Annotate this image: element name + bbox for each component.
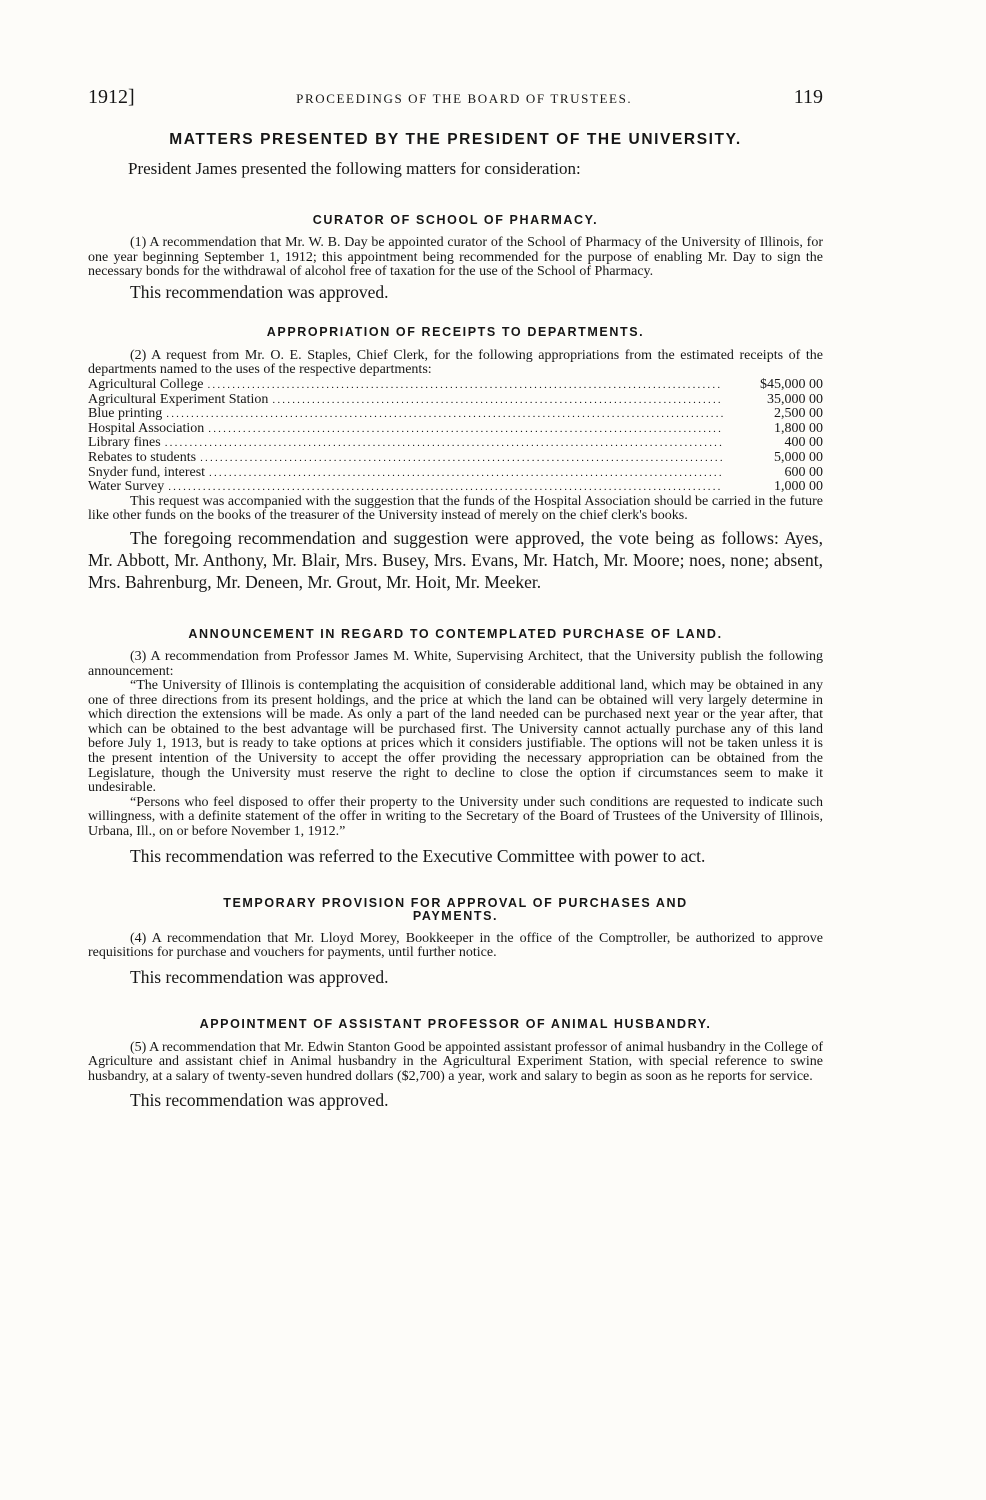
husbandry-body: (5) A recommendation that Mr. Edwin Stanton Good be appointed assistant professor of animal husbandry in the College of Agriculture and assistant chief in Animal husbandry in the Agricultural Experiment Station, with special reference to swine husbandry, at a salary of twenty-seven hundred dollars ($2,700) a year, work and salary to begin as soon as he reports for service.: [88, 1039, 823, 1084]
appropriation-body: (2) A request from Mr. O. E. Staples, Chief Clerk, for the following appropriations from the estimated receipts of the departments named to the uses of the respective departments:: [88, 347, 823, 378]
document-page: [88, 86, 823, 1111]
main-heading: MATTERS PRESENTED BY THE PRESIDENT OF THE UNIVERSITY.: [169, 131, 742, 148]
purchases-body: (4) A recommendation that Mr. Lloyd Morey, Bookkeeper in the office of the Comptroller, be authorized to approve requisitions for purchase and vouchers for payments, until further notice.: [88, 930, 823, 961]
appropriation-result: The foregoing recommendation and suggestion were approved, the vote being as follows: Ayes, Mr. Abbott, Mr. Anthony, Mr. Blair, Mrs. Busey, Mrs. Evans, Mr. Hatch, Mr. Moore; noes, none; absent, Mrs. Bahrenburg, Mr. Deneen, Mr. Grout, Mr. Hoit, Mr. Meeker.: [88, 527, 823, 592]
ledger-row: [88, 480, 823, 495]
dot-leader: [166, 407, 723, 422]
land-heading: ANNOUNCEMENT IN REGARD TO CONTEMPLATED PURCHASE OF LAND.: [188, 626, 723, 641]
dot-leader: [272, 393, 723, 408]
purchases-result: This recommendation was approved.: [130, 966, 389, 987]
purchases-heading-line1: TEMPORARY PROVISION FOR APPROVAL OF PURCHASES AND: [223, 895, 688, 910]
dot-leader: [200, 451, 723, 466]
land-body: (3) A recommendation from Professor James M. White, Supervising Architect, that the University publish the following announcement:: [88, 648, 823, 679]
husbandry-heading: APPOINTMENT OF ASSISTANT PROFESSOR OF ANIMAL HUSBANDRY.: [199, 1016, 712, 1031]
pharmacy-result: This recommendation was approved.: [130, 281, 389, 302]
ledger-item-amount: 400 00: [784, 435, 823, 451]
ledger-row: [88, 407, 823, 422]
dot-leader: [168, 480, 723, 495]
ledger-item-amount: 35,000 00: [767, 391, 823, 407]
dot-leader: [209, 466, 723, 481]
dot-leader: [207, 378, 723, 393]
ledger-row: [88, 466, 823, 481]
ledger-row: [88, 451, 823, 466]
appropriation-table: [88, 378, 823, 495]
pharmacy-body: (1) A recommendation that Mr. W. B. Day be appointed curator of the School of Pharmacy of the University of Illinois, for one year beginning September 1, 1912; this appointment being recommended for the purpose of enabling Mr. Day to sign the necessary bonds for the withdrawal of alcohol free of taxation for the use of the School of Pharmacy.: [88, 235, 823, 280]
ledger-item-name: Blue printing: [88, 406, 163, 422]
purchases-heading-line2: PAYMENTS.: [412, 908, 499, 923]
running-header: [88, 86, 823, 109]
header-title: PROCEEDINGS OF THE BOARD OF TRUSTEES.: [296, 91, 633, 106]
ledger-item-amount: 2,500 00: [774, 406, 823, 422]
ledger-item-amount: 1,000 00: [774, 479, 823, 495]
ledger-row: [88, 378, 823, 393]
ledger-item-name: Snyder fund, interest: [88, 464, 206, 480]
appropriation-heading: APPROPRIATION OF RECEIPTS TO DEPARTMENTS.: [266, 324, 645, 339]
dot-leader: [208, 422, 723, 437]
land-quote-1: “The University of Illinois is contemplating the acquisition of considerable additional land, which may be obtained in any one of three directions from its present holdings, and the price at which the land can be obtained will very largely determine in which direction the extensions will be made. As only a part of the land needed can be purchased next year or the year after, that which can be obtained to the best advantage will be purchased first. The University cannot actually purchase any of this land before July 1, 1913, but is ready to take options at prices which it considers justifiable. The options will not be taken unless it is the present intention of the University to accept the offer providing the necessary appropriation can be obtained from the Legislature, though the University must reserve the right to decline to close the option if circumstances seem to make it undesirable.: [88, 678, 823, 796]
ledger-item-name: Agricultural College: [88, 376, 204, 392]
ledger-item-name: Water Survey: [88, 479, 165, 495]
ledger-row: [88, 436, 823, 451]
ledger-item-name: Hospital Association: [88, 420, 205, 436]
dot-leader: [165, 436, 723, 451]
land-quote-2: “Persons who feel disposed to offer their property to the University under such conditions are requested to indicate such willingness, with a definite statement of the offer in writing to the Secretary of the Board of Trustees of the University of Illinois, Urbana, Ill., on or before November 1, 1912.”: [88, 794, 823, 840]
header-year: 1912]: [88, 86, 135, 108]
ledger-item-amount: $45,000 00: [760, 376, 823, 392]
ledger-item-name: Rebates to students: [88, 449, 197, 465]
page-number: 119: [793, 86, 823, 108]
ledger-row: [88, 422, 823, 437]
ledger-item-amount: 1,800 00: [774, 420, 823, 436]
land-result: This recommendation was referred to the Executive Committee with power to act.: [130, 845, 706, 866]
intro-text: President James presented the following matters for consideration:: [128, 159, 581, 178]
ledger-item-amount: 5,000 00: [774, 449, 823, 465]
pharmacy-heading: CURATOR OF SCHOOL OF PHARMACY.: [312, 213, 599, 227]
ledger-item-name: Agricultural Experiment Station: [88, 391, 269, 407]
appropriation-note: This request was accompanied with the suggestion that the funds of the Hospital Association should be carried in the future like other funds on the books of the treasurer of the University instead of merely on the chief clerk's books.: [88, 493, 823, 524]
husbandry-result: This recommendation was approved.: [130, 1089, 389, 1110]
ledger-item-amount: 600 00: [784, 464, 823, 480]
ledger-item-name: Library fines: [88, 435, 161, 451]
ledger-row: [88, 393, 823, 408]
